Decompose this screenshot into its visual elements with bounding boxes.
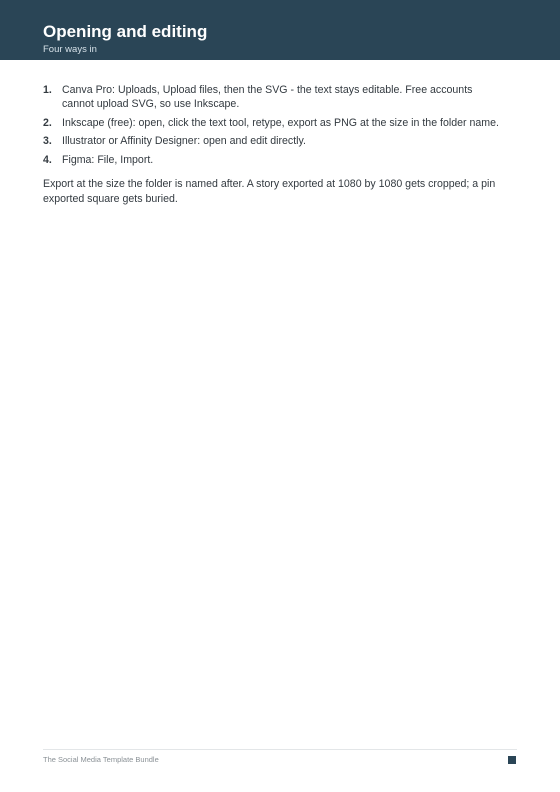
step-item xyxy=(43,116,503,130)
page-header xyxy=(0,0,560,60)
step-number: 2. xyxy=(43,116,52,129)
step-number: 1. xyxy=(43,84,52,96)
footer-title: The Social Media Template Bundle xyxy=(43,755,159,764)
step-text: Figma: File, Import. xyxy=(62,153,154,166)
export-note: Export at the size the folder is named after. A story exported at 1080 by 1080 gets cropped; a pin exported square gets buried. xyxy=(43,178,496,205)
step-text: Canva Pro: Uploads, Upload files, then the SVG - the text stays editable. Free accounts cannot upload SVG, so use Inkscape. xyxy=(62,84,473,110)
page-subtitle: Four ways in xyxy=(43,44,97,55)
step-item xyxy=(43,134,503,148)
step-number: 4. xyxy=(43,153,52,166)
step-item xyxy=(43,153,503,167)
step-text: Inkscape (free): open, click the text tool, retype, export as PNG at the size in the folder name. xyxy=(62,116,499,129)
step-item xyxy=(43,83,503,111)
page-title: Opening and editing xyxy=(43,22,208,41)
footer-divider xyxy=(43,749,517,750)
step-number: 3. xyxy=(43,135,52,147)
steps-list xyxy=(43,83,503,171)
step-text: Illustrator or Affinity Designer: open and edit directly. xyxy=(62,135,306,147)
footer-square-icon xyxy=(508,756,516,764)
